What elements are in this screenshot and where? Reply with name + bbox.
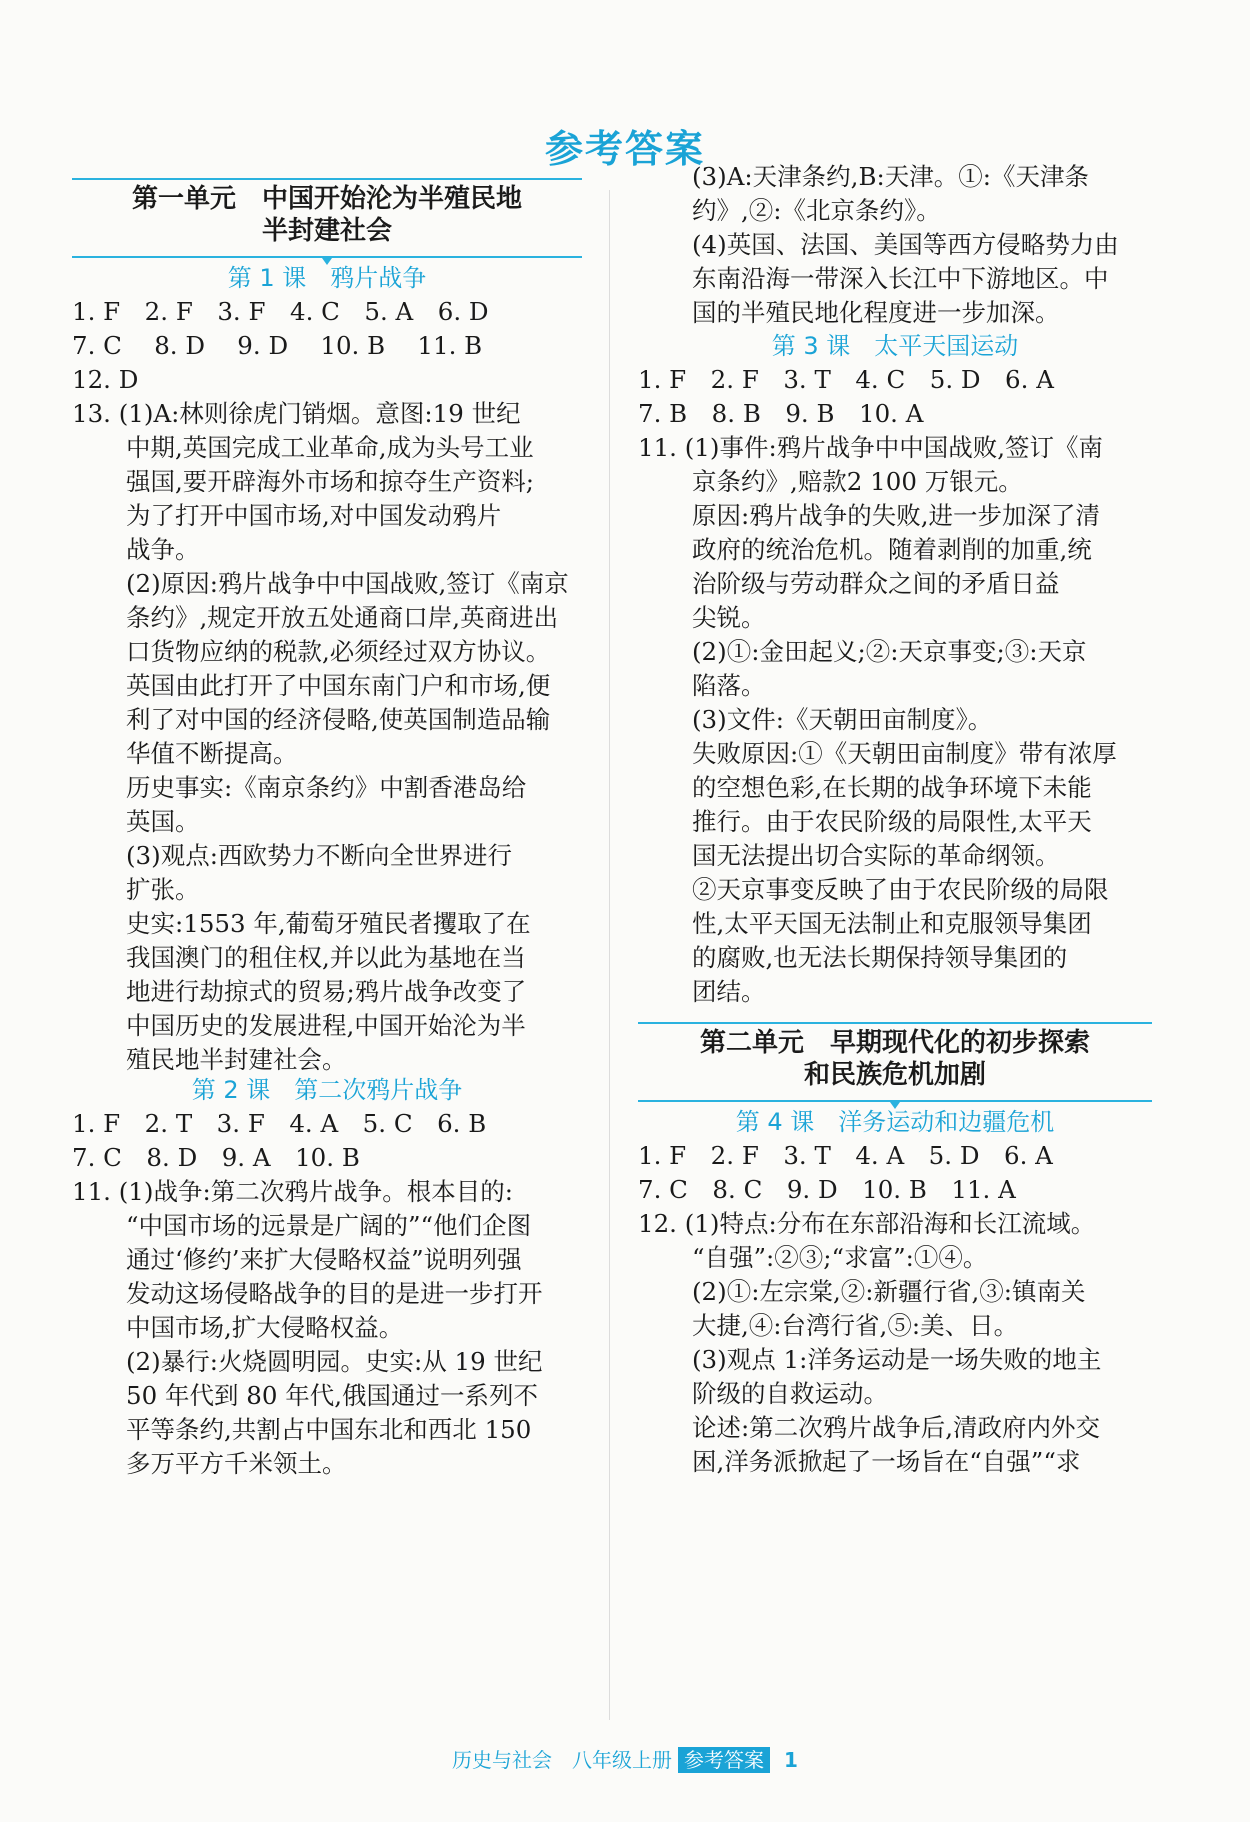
answer-line: 英国由此打开了中国东南门户和市场,便: [126, 671, 551, 700]
answer-line: 论述:第二次鸦片战争后,清政府内外交: [692, 1413, 1101, 1442]
answer-line: 利了对中国的经济侵略,使英国制造品输: [126, 705, 551, 734]
answer-line: 国无法提出切合实际的革命纲领。: [692, 841, 1060, 870]
answer-line: 地进行劫掠式的贸易;鸦片战争改变了: [126, 977, 527, 1006]
footer-badge: 参考答案: [678, 1747, 770, 1773]
unit1-header: [72, 178, 582, 260]
answer-line: 1. F 2. T 3. F 4. A 5. C 6. B: [72, 1109, 487, 1138]
answer-line: 团结。: [692, 977, 766, 1006]
answer-line: (2)原因:鸦片战争中中国战败,签订《南京: [126, 569, 569, 598]
page-number: 1: [784, 1748, 798, 1772]
answer-line: 东南沿海一带深入长江中下游地区。中: [692, 264, 1109, 293]
unit2-title-line2: 和民族危机加剧: [803, 1060, 986, 1090]
answer-line: 史实:1553 年,葡萄牙殖民者攫取了在: [126, 909, 531, 938]
answer-line: (2)①:金田起义;②:天京事变;③:天京: [692, 637, 1087, 666]
unit1-title-line2: 半封建社会: [261, 216, 392, 246]
answer-line: (2)①:左宗棠,②:新疆行省,③:镇南关: [692, 1277, 1086, 1306]
footer-book-title: 历史与社会 八年级上册: [452, 1748, 673, 1772]
lesson2-title: 第 2 课 第二次鸦片战争: [191, 1076, 463, 1104]
answer-line: 1. F 2. F 3. F 4. C 5. A 6. D: [72, 297, 489, 326]
lesson4-title: 第 4 课 洋务运动和边疆危机: [735, 1108, 1055, 1136]
answer-line: (2)暴行:火烧圆明园。史实:从 19 世纪: [126, 1347, 543, 1376]
answer-line: 7. C 8. C 9. D 10. B 11. A: [638, 1175, 1016, 1204]
answer-line: 政府的统治危机。随着剥削的加重,统: [692, 535, 1092, 564]
answer-line: 条约》,规定开放五处通商口岸,英商进出: [126, 603, 559, 632]
answer-line: 性,太平天国无法制止和克服领导集团: [692, 909, 1092, 938]
answer-line: 华值不断提高。: [126, 739, 298, 768]
answer-line: 强国,要开辟海外市场和掠夺生产资料;: [126, 467, 535, 496]
answer-line: 中国历史的发展进程,中国开始沦为半: [126, 1011, 526, 1040]
answer-line: 战争。: [126, 535, 200, 564]
answer-line: 约》,②:《北京条约》。: [692, 196, 941, 225]
answer-line: 原因:鸦片战争的失败,进一步加深了清: [692, 501, 1101, 530]
answer-line: 尖锐。: [692, 603, 766, 632]
answer-line: “自强”:②③;“求富”:①④。: [692, 1243, 988, 1272]
unit2-header: [638, 1022, 1152, 1104]
answer-line: (3)观点 1:洋务运动是一场失败的地主: [692, 1345, 1102, 1374]
answer-line: 扩张。: [126, 875, 200, 904]
answer-line: 1. F 2. F 3. T 4. C 5. D 6. A: [638, 365, 1054, 394]
answer-line: 7. C 8. D 9. A 10. B: [72, 1143, 360, 1172]
column-divider: [609, 190, 610, 1720]
lesson1-title: 第 1 课 鸦片战争: [227, 264, 427, 292]
answer-line: 推行。由于农民阶级的局限性,太平天: [692, 807, 1092, 836]
answer-line: 为了打开中国市场,对中国发动鸦片: [126, 501, 502, 530]
answer-line: 英国。: [126, 807, 200, 836]
answer-line: 中国市场,扩大侵略权益。: [126, 1313, 404, 1342]
answer-line: 13. (1)A:林则徐虎门销烟。意图:19 世纪: [72, 399, 521, 428]
answer-line: (3)A:天津条约,B:天津。①:《天津条: [692, 162, 1089, 191]
answer-line: 失败原因:①《天朝田亩制度》带有浓厚: [692, 739, 1117, 768]
answer-line: 50 年代到 80 年代,俄国通过一系列不: [126, 1381, 539, 1410]
answer-line: 发动这场侵略战争的目的是进一步打开: [126, 1279, 543, 1308]
answer-line: 困,洋务派掀起了一场旨在“自强”“求: [692, 1447, 1081, 1476]
answer-line: 大捷,④:台湾行省,⑤:美、日。: [692, 1311, 1019, 1340]
answer-line: ②天京事变反映了由于农民阶级的局限: [692, 875, 1109, 904]
answer-line: 平等条约,共割占中国东北和西北 150: [126, 1415, 532, 1444]
answer-line: 京条约》,赔款2 100 万银元。: [692, 467, 1023, 496]
lesson3-title: 第 3 课 太平天国运动: [771, 332, 1019, 360]
answer-line: 殖民地半封建社会。: [126, 1045, 347, 1074]
answer-line: (4)英国、法国、美国等西方侵略势力由: [692, 230, 1119, 259]
answer-line: 口货物应纳的税款,必须经过双方协议。: [126, 637, 551, 666]
unit1-title-line1: 第一单元 中国开始沦为半殖民地: [131, 184, 522, 214]
answer-line: 陷落。: [692, 671, 766, 700]
answer-line: 阶级的自救运动。: [692, 1379, 888, 1408]
answer-line: “中国市场的远景是广阔的”“他们企图: [126, 1211, 532, 1240]
answer-line: 治阶级与劳动群众之间的矛盾日益: [692, 569, 1060, 598]
answer-line: 中期,英国完成工业革命,成为头号工业: [126, 433, 534, 462]
answer-line: 的空想色彩,在长期的战争环境下未能: [692, 773, 1092, 802]
page-title: 参考答案: [544, 127, 705, 171]
answer-line: 7. B 8. B 9. B 10. A: [638, 399, 924, 428]
answer-line: 我国澳门的租住权,并以此为基地在当: [126, 943, 526, 972]
answer-line: (3)观点:西欧势力不断向全世界进行: [126, 841, 512, 870]
answer-line: 11. (1)事件:鸦片战争中中国战败,签订《南: [638, 433, 1103, 462]
answer-line: 通过‘修约’来扩大侵略权益”说明列强: [126, 1245, 522, 1274]
answer-line: 11. (1)战争:第二次鸦片战争。根本目的:: [72, 1177, 513, 1206]
answer-line: (3)文件:《天朝田亩制度》。: [692, 705, 993, 734]
page-footer: [0, 1744, 1250, 1773]
answer-line: 的腐败,也无法长期保持领导集团的: [692, 943, 1068, 972]
answer-line: 国的半殖民地化程度进一步加深。: [692, 298, 1060, 327]
answer-line: 12. (1)特点:分布在东部沿海和长江流域。: [638, 1209, 1096, 1238]
answer-line: 7. C 8. D 9. D 10. B 11. B: [72, 331, 483, 360]
unit2-title-line1: 第二单元 早期现代化的初步探索: [699, 1028, 1090, 1058]
answer-line: 历史事实:《南京条约》中割香港岛给: [126, 773, 527, 802]
answer-line: 12. D: [72, 365, 139, 394]
answer-line: 1. F 2. F 3. T 4. A 5. D 6. A: [638, 1141, 1053, 1170]
answer-line: 多万平方千米领土。: [126, 1449, 347, 1478]
